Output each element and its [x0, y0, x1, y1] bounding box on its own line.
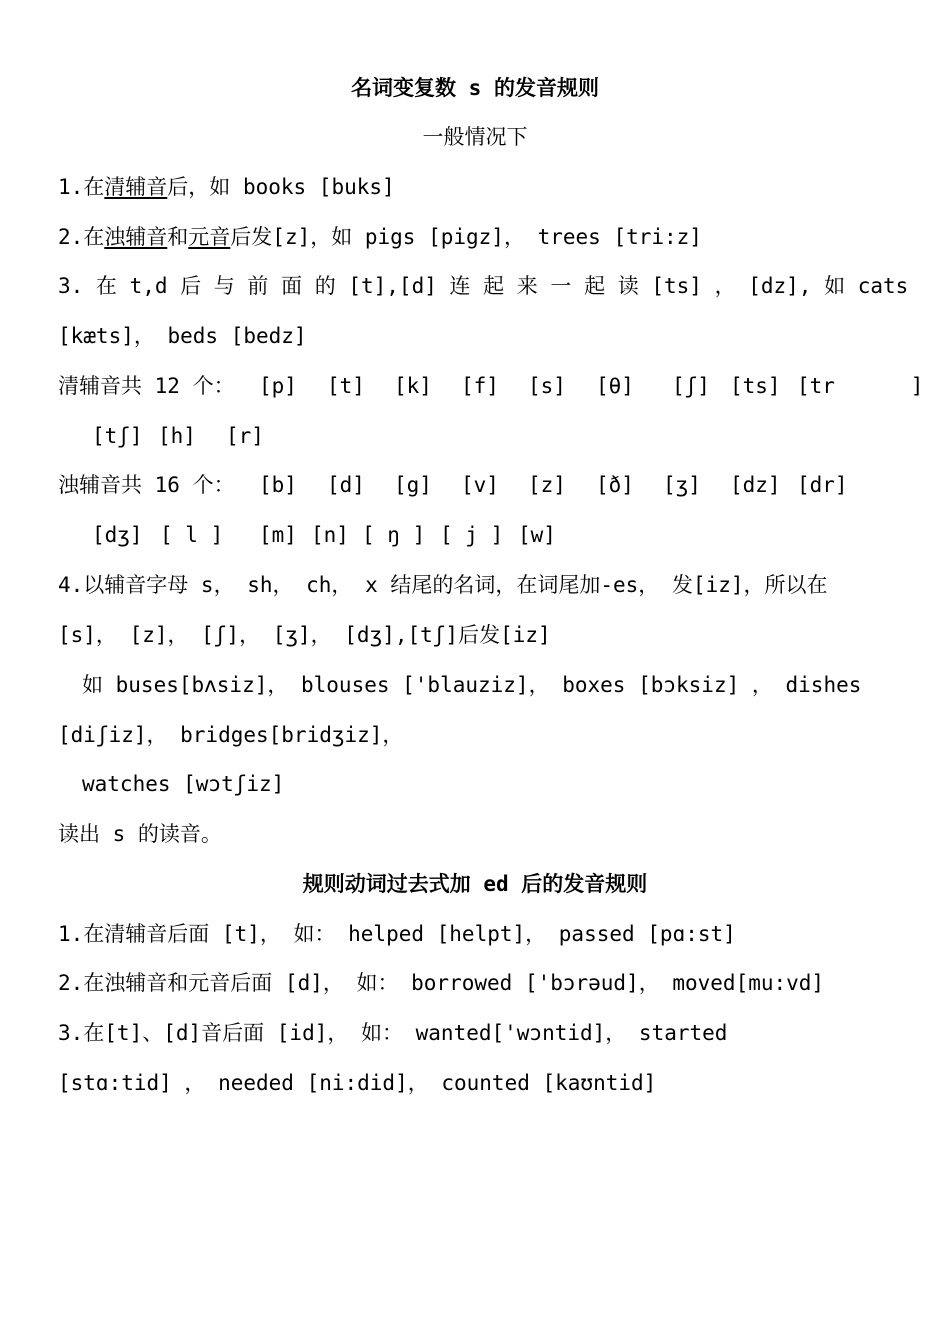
voiced-symbol: [w] — [518, 523, 556, 547]
voiceless-symbol: [s] — [528, 374, 566, 398]
subtitle-general-case: 一般情况下 — [422, 125, 528, 149]
voiceless-symbol: [p] — [259, 374, 297, 398]
voiced-symbol: [b] — [259, 473, 297, 497]
voiceless-symbol: [k] — [394, 374, 432, 398]
rule-4-line-2: [s]， [z]， [ʃ]， [ʒ]， [dʒ],[tʃ]后发[iz] — [58, 623, 551, 647]
voiced-symbol: [dr] — [797, 473, 848, 497]
voiced-symbol: [z] — [528, 473, 566, 497]
voiced-symbol: [dʒ] — [92, 523, 143, 547]
read-s-instruction: 读出 s 的读音。 — [58, 822, 222, 846]
rule-4-examples-line-2: [diʃiz]， bridges[bridʒiz]， — [58, 723, 404, 747]
voiced-symbol: [ j ] — [440, 523, 504, 547]
voiceless-symbol: [tʃ] — [92, 424, 143, 448]
section-title-plural: 名词变复数 s 的发音规则 — [351, 76, 599, 100]
rule-4-line-1: 4.以辅音字母 s， sh， ch， x 结尾的名词，在词尾加-es， 发[iz]，所以在 — [58, 573, 828, 597]
voiced-symbol: [dz] — [730, 473, 781, 497]
rule-1-underlined-term: 清辅音 — [104, 175, 168, 199]
rule-1-rest: 后，如 books [buks] — [167, 175, 395, 199]
rule-4-examples-line-3: watches [wɔtʃiz] — [82, 772, 285, 796]
rule-2 — [58, 222, 950, 252]
rule-2-prefix: 2.在 — [58, 225, 105, 249]
section-title-past-tense: 规则动词过去式加 ed 后的发音规则 — [302, 872, 648, 896]
rule-1 — [58, 172, 950, 202]
rule-2-underlined-term-1: 浊辅音 — [104, 225, 168, 249]
voiceless-symbol: [r] — [226, 424, 264, 448]
voiced-symbol: [v] — [461, 473, 499, 497]
rule-3-line-2: [kæts]， beds [bedz] — [58, 324, 307, 348]
voiced-symbol: [ l ] — [160, 523, 224, 547]
voiceless-symbol: [ts] — [730, 374, 781, 398]
voiced-symbol: [g] — [394, 473, 432, 497]
voiced-symbol: [ ŋ ] — [362, 523, 426, 547]
rule-2-rest: 后发[z]，如 pigs [pigz]， trees [tri:z] — [230, 225, 702, 249]
ed-rule-2: 2.在浊辅音和元音后面 [d]， 如： borrowed ['bɔrəud]， moved[mu:vd] — [58, 971, 825, 995]
rule-4-examples-line-1: 如 buses[bʌsiz]， blouses ['blauziz]， boxes [bɔksiz] ， dishes — [82, 673, 862, 697]
rule-3-line-1: 3. 在 t,d 后 与 前 面 的 [t],[d] 连 起 来 一 起 读 [ts] ， [dz], 如 cats — [58, 274, 909, 298]
voiceless-symbol: [θ] — [596, 374, 634, 398]
voiceless-symbol: [tr ] — [797, 374, 924, 398]
rule-2-mid: 和 — [167, 225, 189, 249]
voiceless-symbol: [t] — [327, 374, 365, 398]
voiceless-symbol: [f] — [461, 374, 499, 398]
voiced-symbol: [ð] — [596, 473, 634, 497]
rule-2-underlined-term-2: 元音 — [188, 225, 231, 249]
voiced-symbol: [m] — [259, 523, 297, 547]
ed-rule-3-line-2: [stɑ:tid] ， needed [ni:did]， counted [kaʊntid] — [58, 1071, 657, 1095]
ed-rule-3-line-1: 3.在[t]、[d]音后面 [id]， 如： wanted['wɔntid]， started — [58, 1021, 728, 1045]
voiced-symbol: [n] — [311, 523, 349, 547]
voiced-symbol: [ʒ] — [663, 473, 701, 497]
ed-rule-1: 1.在清辅音后面 [t]， 如： helped [helpt]， passed [pɑ:st] — [58, 922, 736, 946]
voiceless-symbol: [ʃ] — [672, 374, 710, 398]
voiced-symbol: [d] — [327, 473, 365, 497]
voiced-label: 浊辅音共 16 个： — [58, 473, 235, 497]
voiceless-symbol: [h] — [158, 424, 196, 448]
rule-1-prefix: 1.在 — [58, 175, 105, 199]
voiceless-label: 清辅音共 12 个： — [58, 374, 235, 398]
